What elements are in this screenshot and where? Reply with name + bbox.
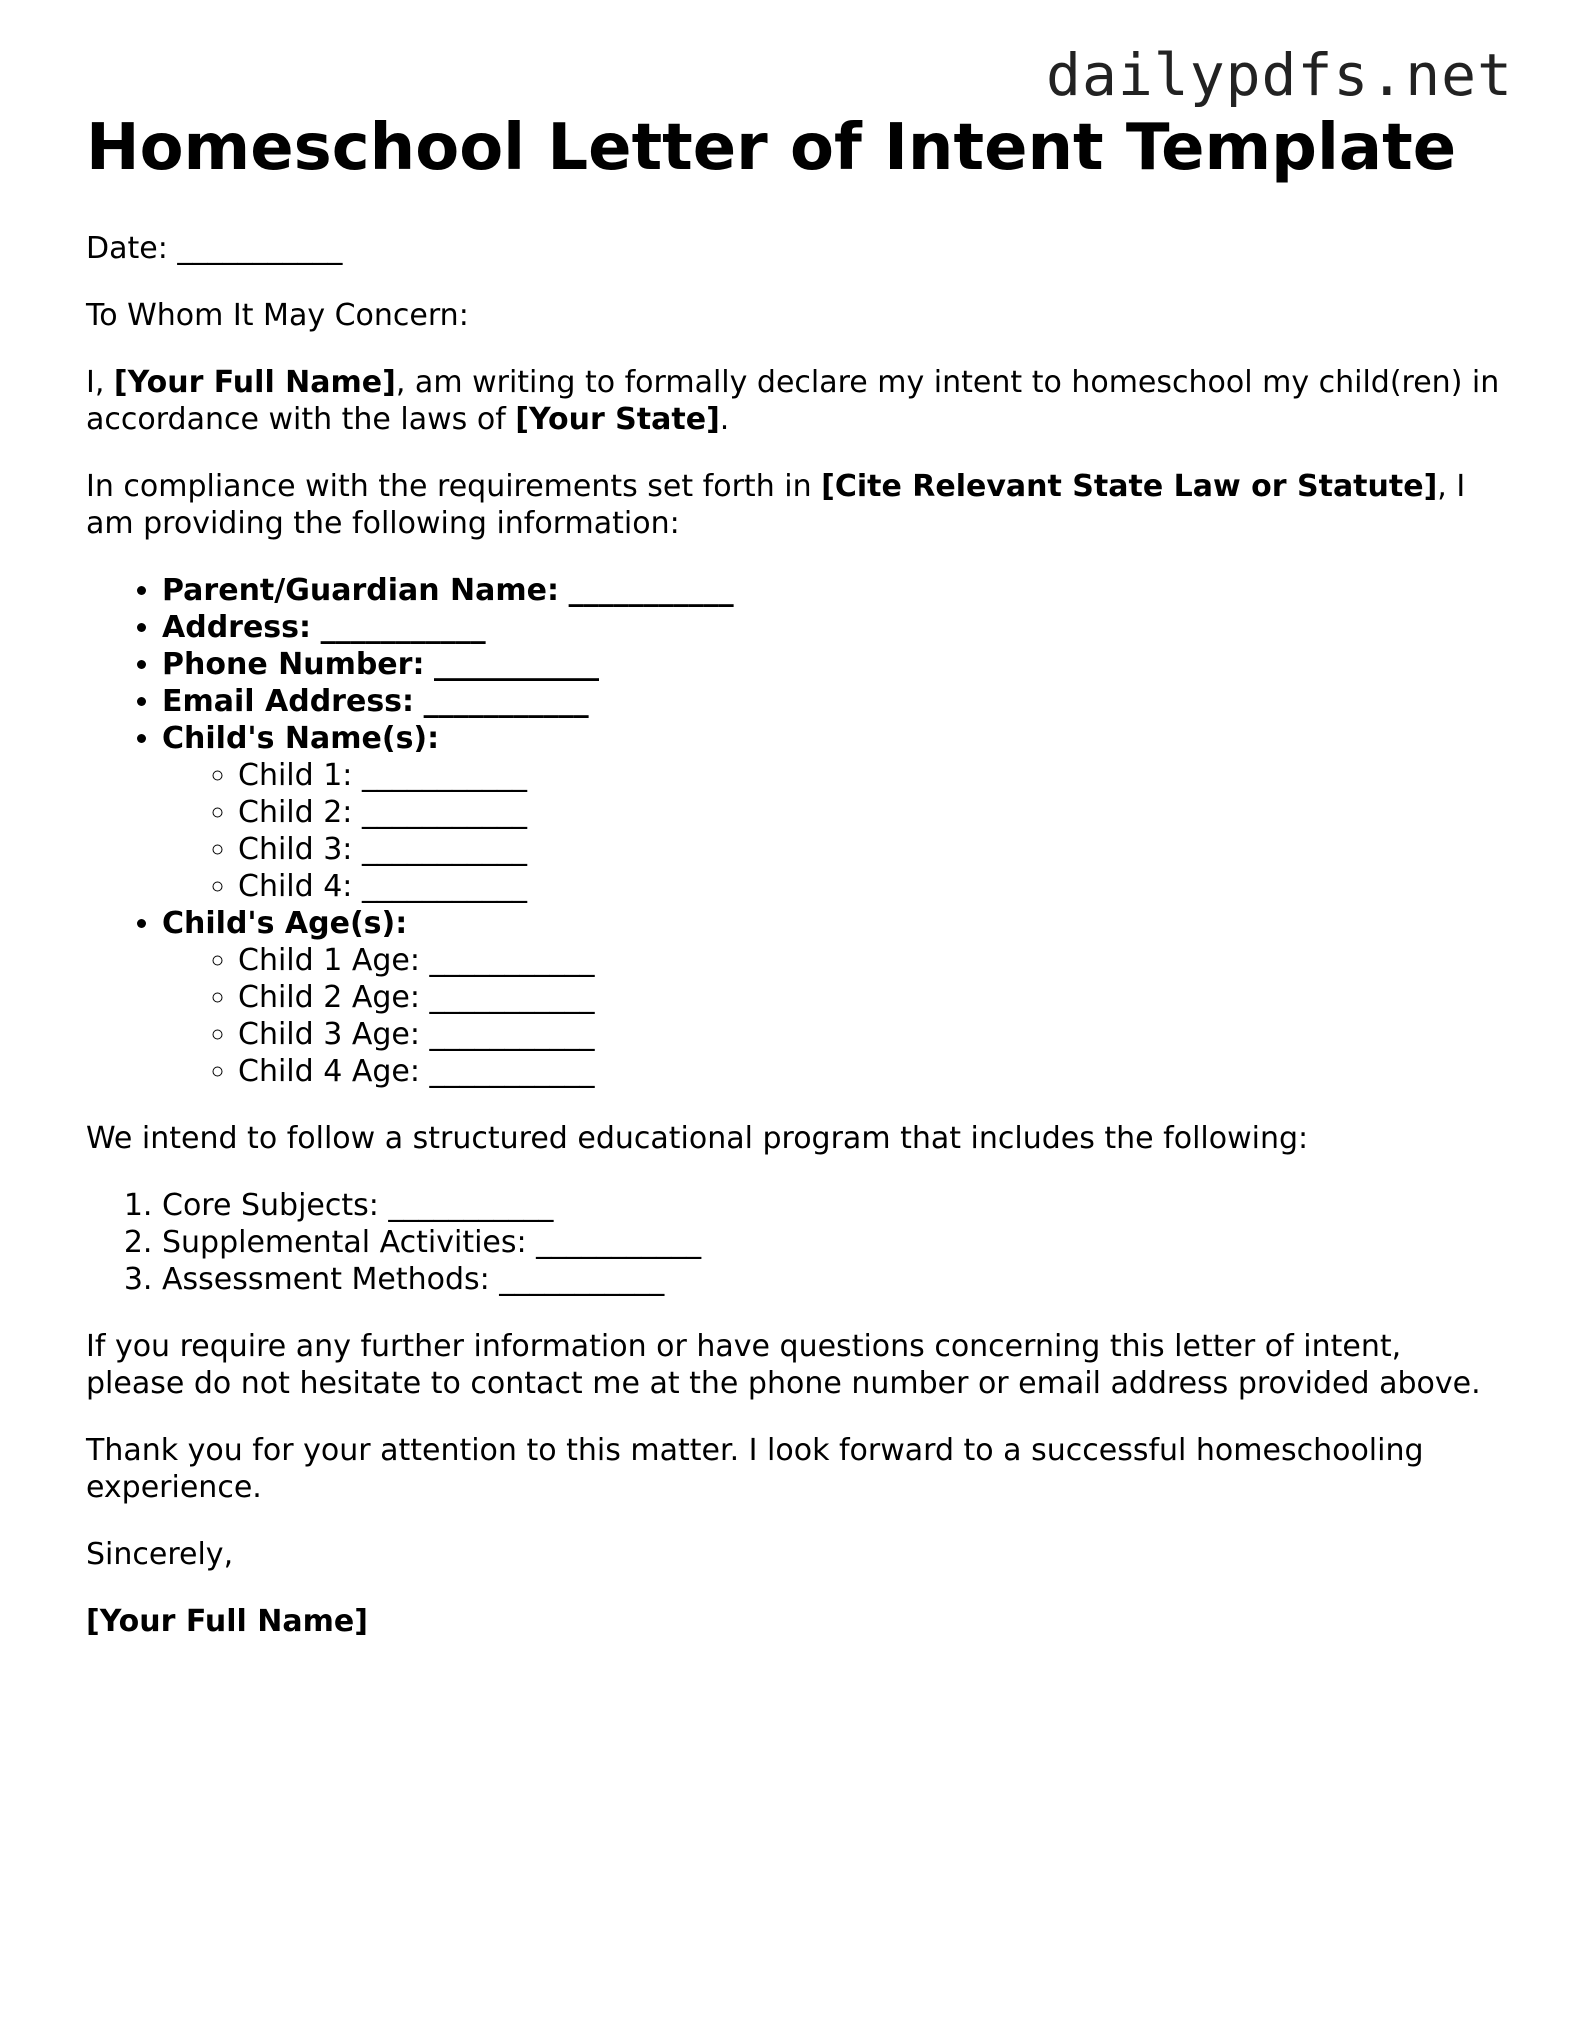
- list-item-children: [162, 720, 1506, 905]
- intro-text-1: I,: [86, 364, 114, 400]
- signature-name-placeholder: [Your Full Name]: [86, 1603, 368, 1639]
- program-item: 2. Supplemental Activities: ___________: [162, 1224, 1506, 1261]
- children-sublist: [162, 757, 1506, 905]
- compliance-law-placeholder: [Cite Relevant State Law or Statute]: [821, 468, 1438, 504]
- address-blank: ___________: [320, 609, 486, 645]
- document-title: Homeschool Letter of Intent Template: [86, 111, 1457, 185]
- list-item-ages: [162, 905, 1506, 1090]
- closing: Sincerely,: [86, 1536, 234, 1572]
- salutation: To Whom It May Concern:: [86, 297, 469, 333]
- watermark: dailypdfs.net: [1046, 41, 1513, 109]
- list-item-address: [162, 609, 1506, 646]
- children-label: Child's Name(s):: [162, 720, 440, 756]
- intro-text-3: .: [719, 401, 730, 437]
- address-label: Address:: [162, 609, 312, 645]
- email-blank: ___________: [423, 683, 589, 719]
- list-item-parent: [162, 572, 1506, 609]
- document-page: [86, 112, 1506, 1670]
- program-item: 3. Assessment Methods: ___________: [162, 1261, 1506, 1298]
- compliance-text-1: In compliance with the requirements set forth in: [86, 468, 822, 504]
- program-list: [86, 1187, 1506, 1298]
- child-name-item: ◦ Child 1: ___________: [238, 757, 1506, 794]
- intro-text-2: , am writing to formally declare my intent to homeschool my child(ren) in accordance with the laws of: [86, 364, 1500, 437]
- list-item-email: [162, 683, 1506, 720]
- program-intro: We intend to follow a structured educational program that includes the following:: [86, 1120, 1309, 1156]
- info-list: [86, 572, 1506, 1090]
- parent-blank: ___________: [568, 572, 734, 608]
- intro-name-placeholder: [Your Full Name]: [113, 364, 396, 400]
- ages-label: Child's Age(s):: [162, 905, 408, 941]
- phone-label: Phone Number:: [162, 646, 425, 682]
- compliance-text-2: , I am providing the following information:: [86, 468, 1466, 541]
- child-name-item: ◦ Child 2: ___________: [238, 794, 1506, 831]
- parent-label: Parent/Guardian Name:: [162, 572, 560, 608]
- child-age-item: ◦ Child 3 Age: ___________: [238, 1016, 1506, 1053]
- signature: [86, 1603, 1506, 1640]
- compliance-paragraph: [86, 468, 1506, 542]
- child-name-item: ◦ Child 3: ___________: [238, 831, 1506, 868]
- contact-paragraph: If you require any further information or have questions concerning this letter of intent, please do not hesitate to contact me at the phone number or email address provided above.: [86, 1328, 1481, 1401]
- intro-paragraph: [86, 364, 1506, 438]
- thanks-paragraph: Thank you for your attention to this matter. I look forward to a successful homeschooling experience.: [86, 1432, 1424, 1505]
- phone-blank: ___________: [434, 646, 599, 682]
- program-item: 1. Core Subjects: ___________: [162, 1187, 1506, 1224]
- date-line: Date: ___________: [86, 230, 343, 266]
- intro-state-placeholder: [Your State]: [515, 401, 720, 437]
- child-name-item: ◦ Child 4: ___________: [238, 868, 1506, 905]
- email-label: Email Address:: [162, 683, 415, 719]
- list-item-phone: [162, 646, 1506, 683]
- child-age-item: ◦ Child 4 Age: ___________: [238, 1053, 1506, 1090]
- ages-sublist: [162, 942, 1506, 1090]
- child-age-item: ◦ Child 2 Age: ___________: [238, 979, 1506, 1016]
- child-age-item: ◦ Child 1 Age: ___________: [238, 942, 1506, 979]
